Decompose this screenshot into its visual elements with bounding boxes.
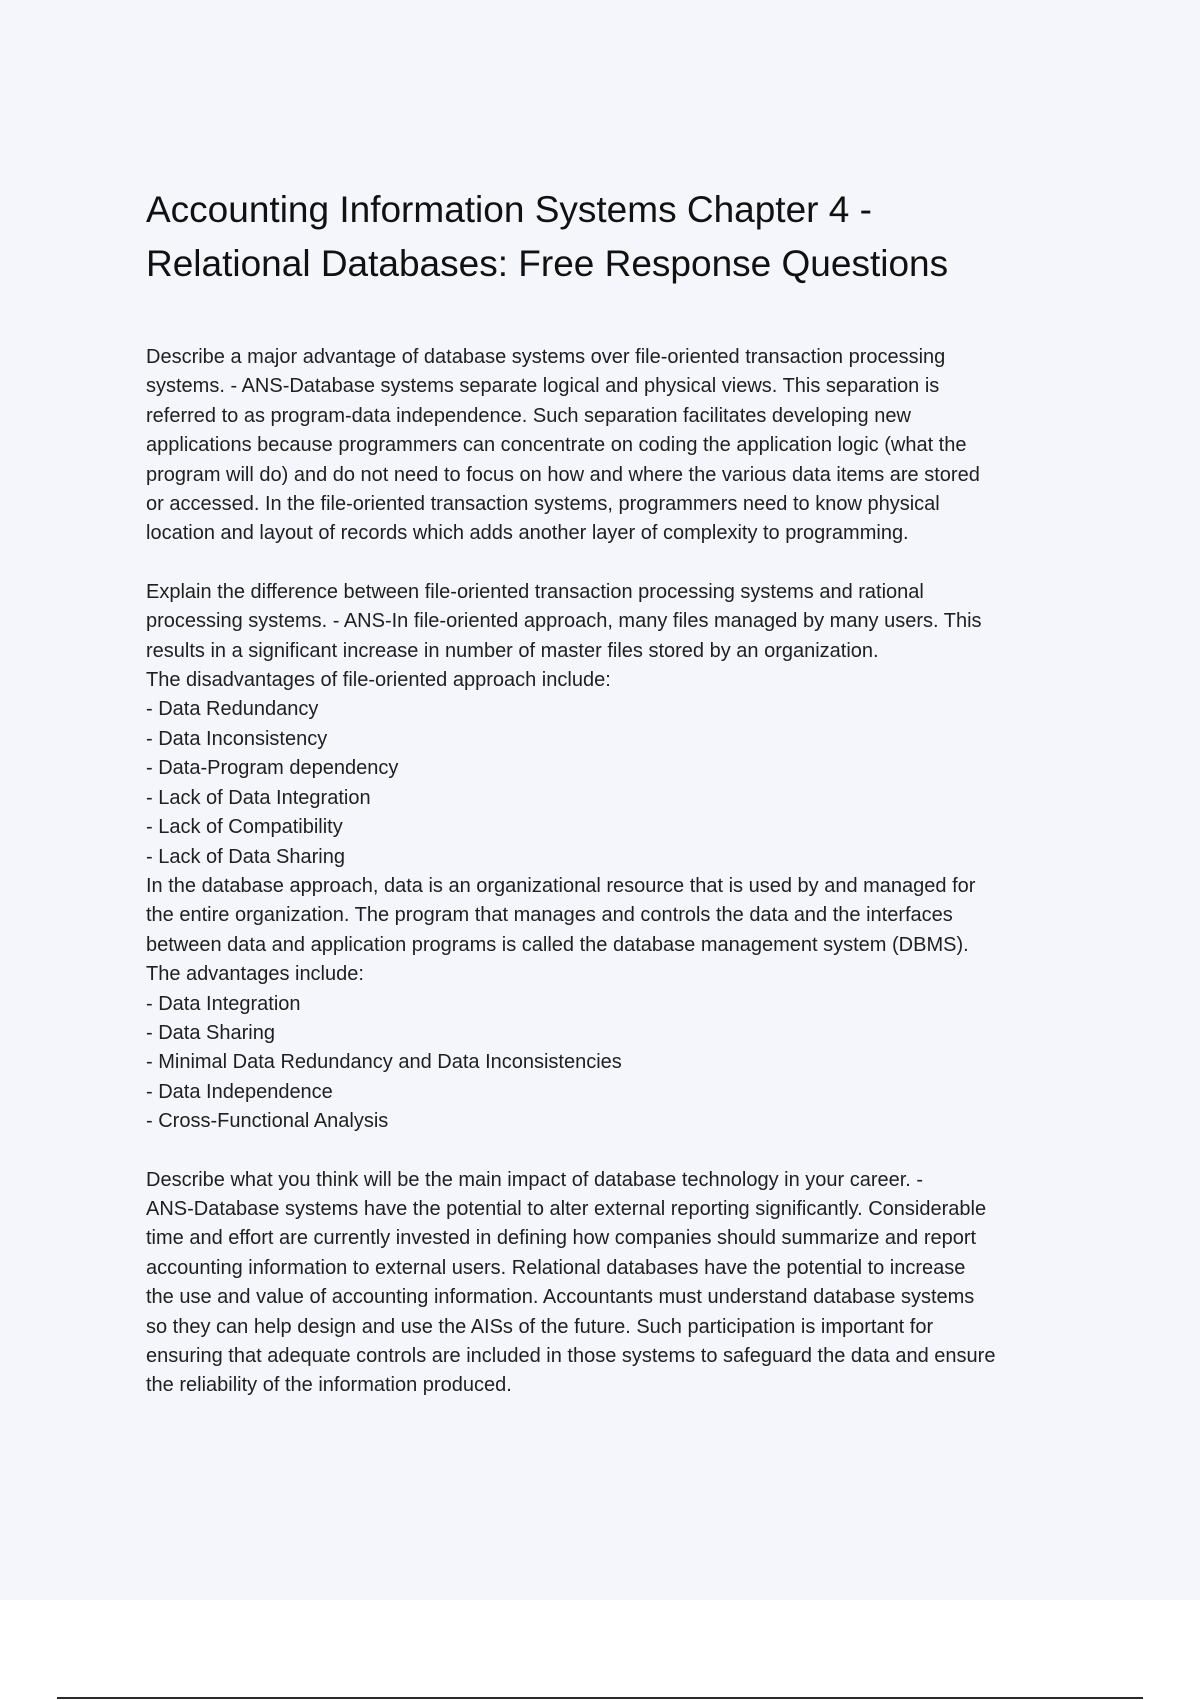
text-line: location and layout of records which adds another layer of complexity to programming. bbox=[146, 522, 909, 545]
text-line: referred to as program-data independence. Such separation facilitates developing new bbox=[146, 404, 911, 427]
text-line: In the database approach, data is an organizational resource that is used by and managed for bbox=[146, 874, 976, 897]
text-line: The advantages include: bbox=[146, 963, 364, 986]
text-line: program will do) and do not need to focus on how and where the various data items are stored bbox=[146, 463, 980, 486]
text-line: between data and application programs is called the database management system (DBMS). bbox=[146, 933, 969, 956]
list-item: - Lack of Compatibility bbox=[146, 816, 343, 839]
question-answer-3 bbox=[146, 1166, 1096, 1401]
list-item: - Cross-Functional Analysis bbox=[146, 1110, 389, 1133]
text-line: The disadvantages of file-oriented approach include: bbox=[146, 669, 611, 692]
text-line: the entire organization. The program that manages and controls the data and the interfaces bbox=[146, 904, 953, 927]
footer-divider bbox=[57, 1697, 1143, 1699]
text-line: ensuring that adequate controls are included in those systems to safeguard the data and ensure bbox=[146, 1345, 996, 1367]
text-line: ANS-Database systems have the potential to alter external reporting significantly. Considerable bbox=[146, 1197, 987, 1220]
document-content bbox=[146, 183, 1096, 1401]
list-item: - Lack of Data Integration bbox=[146, 786, 371, 809]
question-answer-2 bbox=[146, 578, 1096, 1137]
document-title bbox=[146, 183, 1096, 291]
list-item: - Data Redundancy bbox=[146, 698, 319, 721]
text-line: Describe what you think will be the main impact of database technology in your career. - bbox=[146, 1168, 924, 1191]
list-item: - Data Inconsistency bbox=[146, 727, 328, 750]
list-item: - Data Integration bbox=[146, 992, 301, 1015]
text-line: results in a significant increase in number of master files stored by an organization. bbox=[146, 639, 879, 662]
text-line: the use and value of accounting information. Accountants must understand database systems bbox=[146, 1286, 975, 1309]
list-item: - Data-Program dependency bbox=[146, 757, 399, 780]
list-item: - Lack of Data Sharing bbox=[146, 845, 345, 868]
text-line: Explain the difference between file-oriented transaction processing systems and rational bbox=[146, 580, 924, 603]
text-line: systems. - ANS-Database systems separate logical and physical views. This separation is bbox=[146, 375, 940, 398]
text-line: time and effort are currently invested in defining how companies should summarize and report bbox=[146, 1227, 977, 1250]
list-item: - Minimal Data Redundancy and Data Inconsistencies bbox=[146, 1051, 622, 1074]
text-line: the reliability of the information produced. bbox=[146, 1374, 512, 1397]
list-item: - Data Independence bbox=[146, 1080, 333, 1103]
question-answer-1 bbox=[146, 343, 1096, 549]
title-line: Relational Databases: Free Response Questions bbox=[146, 243, 949, 284]
list-item: - Data Sharing bbox=[146, 1021, 275, 1044]
text-line: processing systems. - ANS-In file-oriented approach, many files managed by many users. This bbox=[146, 610, 982, 633]
text-line: Describe a major advantage of database systems over file-oriented transaction processing bbox=[146, 346, 946, 368]
text-line: applications because programmers can concentrate on coding the application logic (what the bbox=[146, 434, 967, 457]
title-line: Accounting Information Systems Chapter 4 - bbox=[146, 189, 872, 230]
text-line: or accessed. In the file-oriented transaction systems, programmers need to know physical bbox=[146, 493, 940, 516]
text-line: so they can help design and use the AISs of the future. Such participation is important for bbox=[146, 1315, 934, 1338]
text-line: accounting information to external users. Relational databases have the potential to increase bbox=[146, 1256, 966, 1279]
